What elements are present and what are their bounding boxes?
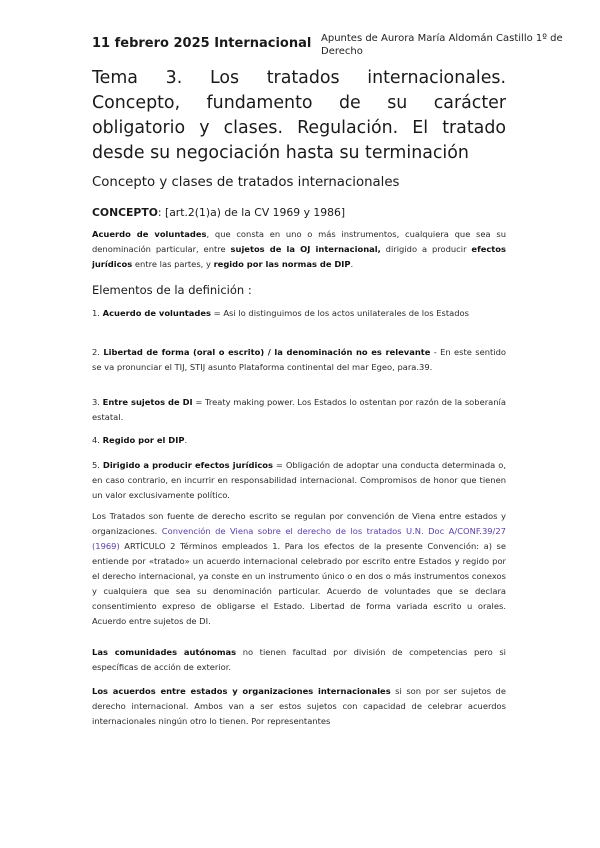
- list-number: 3.: [92, 397, 103, 407]
- definition-bold-4: regido por las normas de DIP: [213, 259, 351, 269]
- list-item-text: - En este sentido se va pronunciar el TIJ, STIJ asunto Plataforma continental del mar Egeo, para.39.: [92, 347, 506, 372]
- concepto-reference: : [art.2(1)a) de la CV 1969 y 1986]: [157, 206, 346, 219]
- list-number: 1.: [92, 308, 103, 318]
- sources-text-1: Los Tratados son fuente de derecho escrito se regulan por convención de Viena entre estados y organizaciones.: [92, 511, 506, 536]
- ccaa-text: no tienen facultad por división de competencias pero si específicas de acción de exterior.: [92, 647, 506, 672]
- list-item-text: .: [184, 435, 188, 445]
- ccaa-bold: Las comunidades autónomas: [92, 647, 237, 657]
- list-item-bold: Libertad de forma (oral o escrito) / la denominación no es relevante: [103, 347, 431, 357]
- agreements-paragraph: [92, 684, 506, 729]
- list-number: 5.: [92, 460, 103, 470]
- definition-text-1: , que consta en uno o más instrumentos, cualquiera que sea su denominación particular, entre: [92, 229, 506, 254]
- section-heading: Concepto y clases de tratados internacionales: [92, 175, 400, 190]
- list-item-bold: Acuerdo de voluntades: [102, 308, 212, 318]
- autonomous-communities-paragraph: [92, 645, 506, 675]
- definition-text-3: entre las partes, y: [132, 259, 214, 269]
- list-item-element-3: [92, 395, 506, 425]
- list-item-element-5: [92, 458, 506, 503]
- header-date-subject: 11 febrero 2025 Internacional: [92, 36, 312, 51]
- list-item-bold: Regido por el DIP: [102, 435, 185, 445]
- concepto-label: CONCEPTO: [92, 206, 158, 219]
- sources-text-2: ARTÍCULO 2 Términos empleados 1. Para los efectos de la presente Convención: a) se entiende por «tratado» un acuerdo internacional celebrado por escrito entre Estados y regido por el derecho internacional, ya conste en un instrumento único o en dos o más instrumentos conexos y cualquiera que sea su denominación particular. Acuerdo de voluntades que se declara consentimiento expreso de obligarse el Estado. Libertad de forma variada escrito u orales. Acuerdo entre sujetos de DI.: [92, 541, 506, 626]
- list-number: 4.: [92, 435, 103, 445]
- list-number: 2.: [92, 347, 104, 357]
- definition-text-4: .: [350, 259, 354, 269]
- list-item-text: = Obligación de adoptar una conducta determinada o, en caso contrario, en incurrir en responsabilidad internacional. Compromisos de honor que tienen un valor exclusivamente político.: [92, 460, 506, 500]
- list-item-element-2: [92, 345, 506, 375]
- vienna-convention-link[interactable]: Convención de Viena sobre el derecho de los tratados U.N. Doc A/CONF.39/27 (1969): [92, 526, 506, 551]
- list-item-bold: Dirigido a producir efectos jurídicos: [102, 460, 273, 470]
- agreements-text: si son por ser sujetos de derecho internacional. Ambos van a ser estos sujetos con capacidad de celebrar acuerdos internacionales ningún otro lo tienen. Por representantes: [92, 686, 506, 726]
- list-item-text: = Treaty making power. Los Estados lo ostentan por razón de la soberanía estatal.: [92, 397, 506, 422]
- definition-bold-1: Acuerdo de voluntades: [92, 229, 207, 239]
- list-item-text: = Asi lo distinguimos de los actos unilaterales de los Estados: [211, 308, 469, 318]
- list-item-bold: Entre sujetos de DI: [102, 397, 193, 407]
- agreements-bold: Los acuerdos entre estados y organizaciones internacionales: [92, 686, 391, 696]
- concepto-line: [92, 206, 345, 219]
- elements-heading: Elementos de la definición :: [92, 283, 252, 297]
- definition-bold-3: efectos jurídicos: [92, 244, 506, 269]
- list-item-element-4: [92, 433, 506, 448]
- sources-paragraph: [92, 509, 506, 629]
- definition-text-2: dirigido a producir: [380, 244, 472, 254]
- document-title: Tema 3. Los tratados internacionales. Concepto, fundamento de su carácter obligatorio y clases. Regulación. El tratado desde su negociación hasta su terminación: [92, 68, 506, 163]
- header-author: Apuntes de Aurora María Aldomán Castillo 1º de Derecho: [321, 33, 563, 57]
- list-item-element-1: [92, 306, 506, 321]
- definition-bold-2: sujetos de la OJ internacional,: [230, 244, 381, 254]
- definition-paragraph: [92, 227, 506, 272]
